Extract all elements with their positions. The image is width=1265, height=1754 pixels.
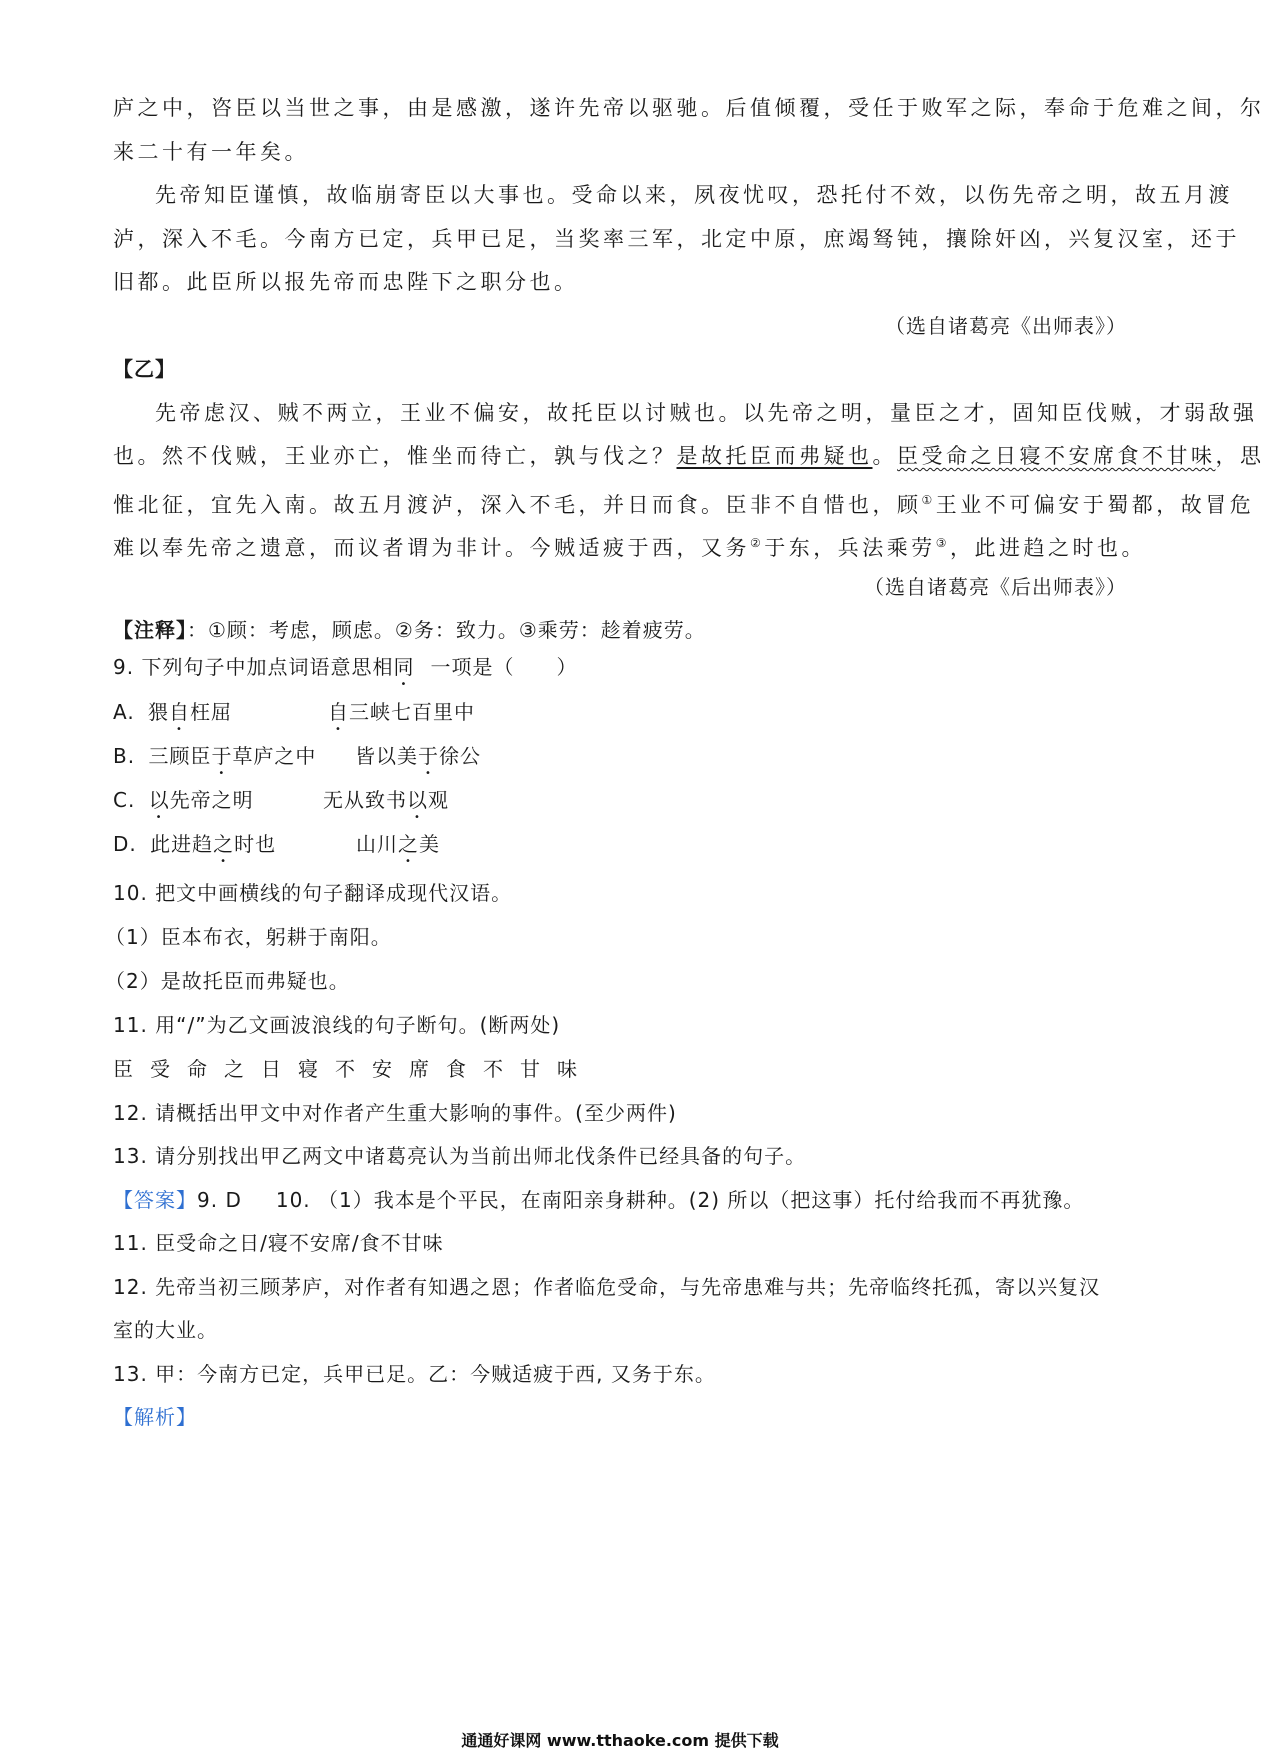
option-right-dotted: 于 xyxy=(418,744,439,768)
q11-sentence: 臣受命之日寝不安席食不甘味 xyxy=(113,1057,594,1081)
yi-line-4-end: ，此进趋之时也。 xyxy=(950,536,1147,560)
option-right-rest: 观 xyxy=(428,788,449,812)
jia-source: （选自诸葛亮《出师表》） xyxy=(885,314,1127,338)
option-left-rest: 时也 xyxy=(234,832,277,856)
yi-line-1: 先帝虑汉、贼不两立，王业不偏安，故托臣以讨贼也。以先帝之明，量臣之才，固知臣伐贼，才弱敌强 xyxy=(155,401,1258,425)
option-left-rest: 枉屈 xyxy=(190,700,233,724)
q10-sentence-1: （1）臣本布衣，躬耕于南阳。 xyxy=(105,925,392,949)
page-footer: 通通好课网 www.tthaoke.com 提供下载 xyxy=(461,1731,779,1750)
answer-line xyxy=(113,1185,1127,1215)
wavy-underlined-sentence: 臣受命之日寝不安席食不甘味 xyxy=(897,444,1216,468)
note-ref-2: ② xyxy=(750,536,765,550)
notes-label: 【注释】 xyxy=(113,618,187,642)
yi-line-4-mid: 于东，兵法乘劳 xyxy=(764,536,936,560)
option-left-dotted: 于 xyxy=(211,744,233,768)
q10-stem: 10. 把文中画横线的句子翻译成现代汉语。 xyxy=(113,881,513,905)
yi-source: （选自诸葛亮《后出师表》） xyxy=(864,575,1127,599)
option-left-rest: 先帝之明 xyxy=(169,788,254,812)
q10-sentence-2: （2）是故托臣而弗疑也。 xyxy=(105,969,350,993)
note-ref-3: ③ xyxy=(935,536,951,550)
note-ref-1: ① xyxy=(921,493,936,507)
q12-stem: 12. 请概括出甲文中对作者产生重大影响的事件。(至少两件) xyxy=(113,1101,677,1125)
underlined-sentence: 是故托臣而弗疑也 xyxy=(676,444,873,468)
option-letter: C. xyxy=(113,788,136,812)
option-right-rest: 三峡七百里中 xyxy=(349,700,475,724)
jia-line-1: 庐之中，咨臣以当世之事，由是感激，遂许先帝以驱驰。后值倾覆，受任于败军之际，奉命于危难之间，尔 xyxy=(113,96,1265,120)
yi-line-3-text: 惟北征，宜先入南。故五月渡泸，深入不毛，并日而食。臣非不自惜也，顾 xyxy=(113,493,922,517)
analysis-label: 【解析】 xyxy=(113,1405,197,1429)
q13-stem: 13. 请分别找出甲乙两文中诸葛亮认为当前出师北伐条件已经具备的句子。 xyxy=(113,1144,807,1168)
option-left: 此进趋 xyxy=(150,832,214,856)
option-left-dotted: 以 xyxy=(148,788,170,812)
q9-stem-dotted: 同 xyxy=(393,655,415,679)
option-left: 三顾臣 xyxy=(148,744,212,768)
notes xyxy=(113,615,1127,645)
q9-stem-end: 一项是（ ） xyxy=(430,655,578,679)
yi-line-3-rest: 王业不可偏安于蜀都，故冒危 xyxy=(935,493,1255,517)
answer-label: 【答案】 xyxy=(113,1188,197,1212)
yi-line-2-end: ，思 xyxy=(1215,444,1265,468)
yi-heading: 【乙】 xyxy=(113,357,176,381)
answer-12-line-2: 室的大业。 xyxy=(113,1318,218,1342)
jia-line-3: 先帝知臣谨慎，故临崩寄臣以大事也。受命以来，夙夜忧叹，恐托付不效，以伤先帝之明，故五月渡 xyxy=(155,183,1233,207)
jia-line-4: 泸，深入不毛。今南方已定，兵甲已足，当奖率三军，北定中原，庶竭驽钝，攘除奸凶，兴复汉室，还于 xyxy=(113,227,1240,251)
q9-option-c xyxy=(113,785,1127,823)
answer-13: 13. 甲：今南方已定，兵甲已足。乙：今贼适疲于西, 又务于东。 xyxy=(113,1362,716,1386)
yi-line-2-text: 也。然不伐贼，王业亦亡，惟坐而待亡，孰与伐之？ xyxy=(113,444,677,468)
q11-stem: 11. 用“/”为乙文画波浪线的句子断句。(断两处) xyxy=(113,1013,561,1037)
option-left-dotted: 自 xyxy=(169,700,191,724)
q9-stem xyxy=(113,652,1127,690)
option-right-rest: 徐公 xyxy=(439,744,481,768)
answer-11: 11. 臣受命之日/寝不安席/食不甘味 xyxy=(113,1231,444,1255)
option-letter: A. xyxy=(113,700,135,724)
option-letter: B. xyxy=(113,744,136,768)
option-right-dotted: 自 xyxy=(328,700,349,724)
option-left-dotted: 之 xyxy=(213,832,235,856)
option-right: 无从致书 xyxy=(323,788,407,812)
option-right-rest: 美 xyxy=(419,832,440,856)
answer-12-line-1: 12. 先帝当初三顾茅庐，对作者有知遇之恩；作者临危受命，与先帝患难与共；先帝临终托孤，寄以兴复汉 xyxy=(113,1275,1101,1299)
yi-line-4-text: 难以奉先帝之遗意，而议者谓为非计。今贼适疲于西，又务 xyxy=(113,536,750,560)
option-letter: D. xyxy=(113,832,137,856)
yi-line-2-period: 。 xyxy=(872,444,897,468)
yi-line-4 xyxy=(113,528,1147,563)
option-left-rest: 草庐之中 xyxy=(232,744,317,768)
q9-stem-text: 9. 下列句子中加点词语意思相 xyxy=(113,655,394,679)
answer-10: 10. （1）我本是个平民，在南阳亲身耕种。(2) 所以（把这事）托付给我而不再犹豫。 xyxy=(275,1188,1085,1212)
option-right-dotted: 以 xyxy=(407,788,428,812)
notes-text: ：①顾：考虑，顾虑。②务：致力。③乘劳：趁着疲劳。 xyxy=(187,618,706,642)
option-right: 山川 xyxy=(356,832,398,856)
yi-line-3 xyxy=(113,485,1255,520)
jia-line-5: 旧都。此臣所以报先帝而忠陛下之职分也。 xyxy=(113,270,579,294)
yi-line-2 xyxy=(113,441,1265,471)
option-right: 皆以美 xyxy=(355,744,418,768)
option-right-dotted: 之 xyxy=(398,832,419,856)
option-left: 猥 xyxy=(148,700,170,724)
answer-9: 9. D xyxy=(197,1188,242,1212)
jia-line-2: 来二十有一年矣。 xyxy=(113,140,309,164)
q9-option-b xyxy=(113,741,1127,779)
q9-option-a xyxy=(113,697,1127,735)
q9-option-d xyxy=(113,829,1127,867)
